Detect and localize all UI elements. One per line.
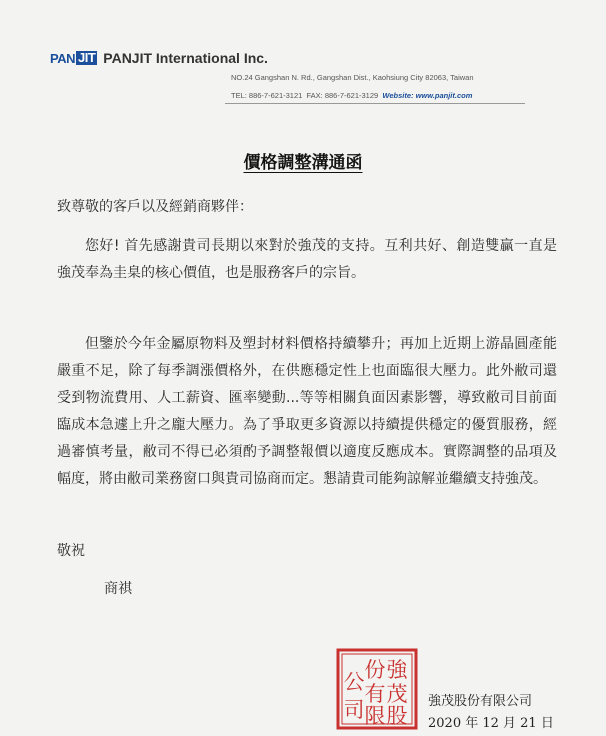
- fax-number: FAX: 886-7-621-3129: [306, 91, 379, 100]
- signature-company: 強茂股份有限公司: [428, 694, 533, 709]
- svg-text:司: 司: [343, 698, 365, 722]
- paragraph-1: 您好! 首先感謝貴司長期以來對於強茂的支持。互利共好、創造雙贏一直是強茂奉為圭臬的核心價值，也是服務客戶的宗旨。: [57, 238, 557, 281]
- header-divider: [225, 103, 525, 104]
- contact-line: [231, 91, 472, 100]
- panjit-logo-icon: PAN JIT: [50, 50, 96, 66]
- letter-title: 價格調整溝通函: [243, 153, 363, 173]
- website-link[interactable]: Website: www.panjit.com: [382, 91, 473, 100]
- svg-text:股: 股: [386, 704, 408, 728]
- paragraph-2: 但鑒於今年金屬原物料及塑封材料價格持續攀升；再加上近期上游晶圓產能嚴重不足，除了每季調漲價格外，在供應穩定性上也面臨很大壓力。此外敝司還受到物流費用、人工薪資、匯率變動...等等相關負面因素影響，導致敝司目前面臨成本急遽上升之龐大壓力。為了爭取更多資源以持續提供穩定的優質服務，經過審慎考量，敝司不得已必須酌予調整報價以適度反應成本。實際調整的品項及幅度，將由敝司業務窗口與貴司協商而定。懇請貴司能夠諒解並繼續支持強茂。: [57, 336, 557, 487]
- svg-text:公: 公: [343, 670, 365, 694]
- tel-number: TEL: 886-7-621-3121: [231, 91, 303, 100]
- closing-line: 敬祝: [57, 543, 85, 559]
- svg-text:強: 強: [386, 658, 408, 682]
- svg-text:份: 份: [364, 658, 386, 682]
- company-address: NO.24 Gangshan N. Rd., Gangshan Dist., Kaohsiung City 82063, Taiwan: [231, 73, 474, 82]
- letter-greeting: 致尊敬的客戶以及經銷商夥伴：: [57, 199, 253, 215]
- regards-line: 商祺: [104, 581, 132, 597]
- signature-date: 2020 年 12 月 21 日: [428, 716, 554, 731]
- company-logo: [50, 50, 268, 66]
- svg-text:茂: 茂: [386, 682, 408, 706]
- company-name: PANJIT International Inc.: [103, 50, 268, 66]
- svg-text:有: 有: [364, 682, 386, 706]
- svg-text:限: 限: [364, 704, 386, 728]
- company-seal-icon: [335, 647, 419, 731]
